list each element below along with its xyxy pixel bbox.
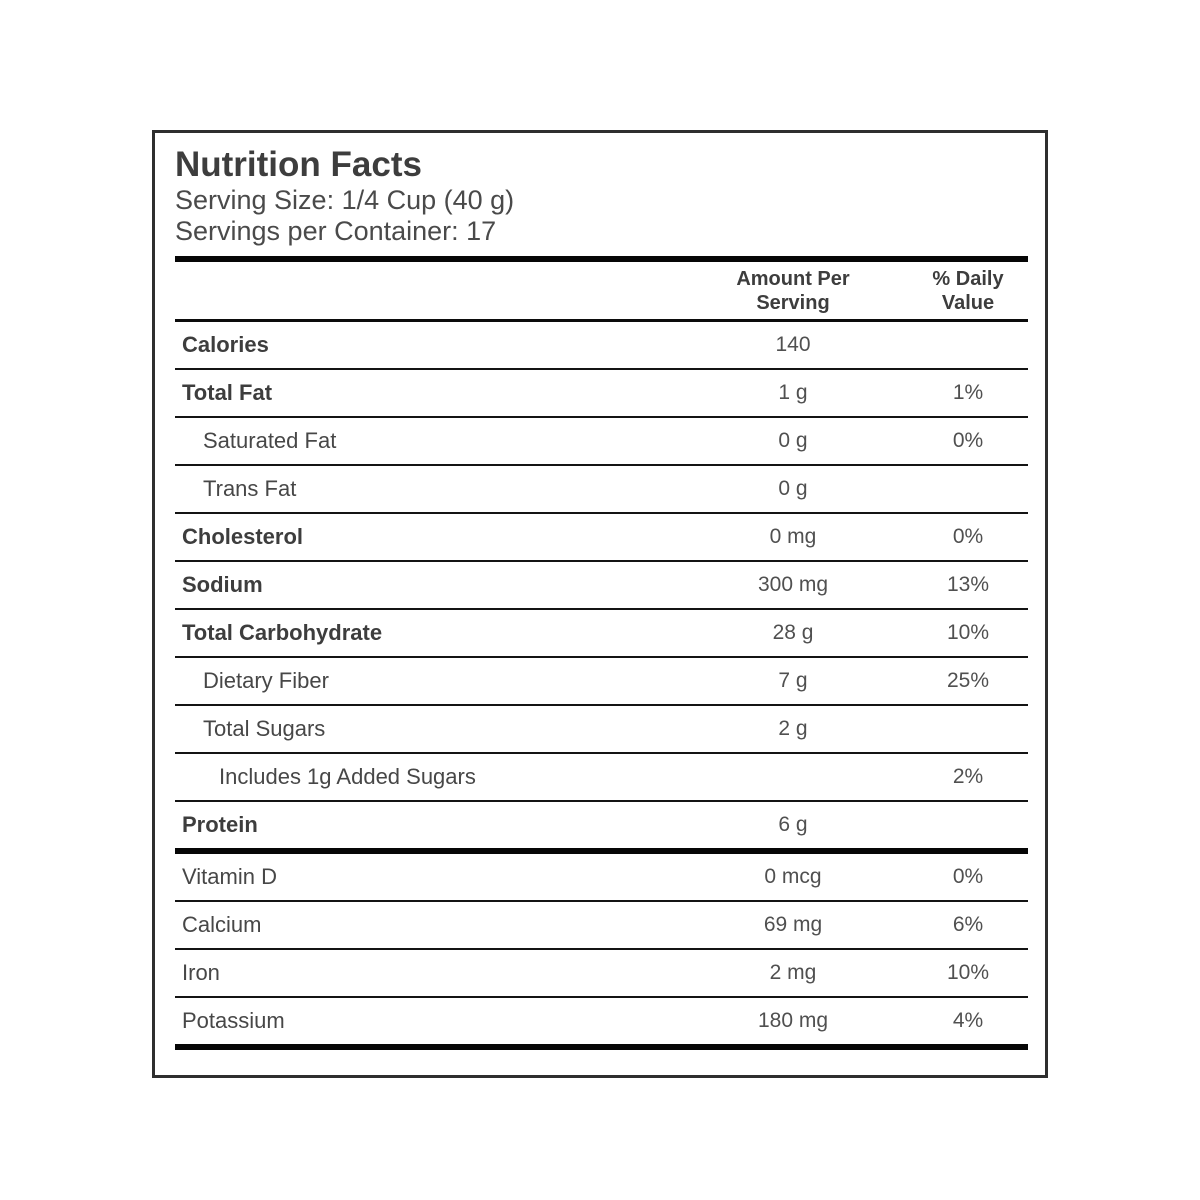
row-total-fat	[175, 370, 1028, 418]
amount-header-line2: Serving	[756, 291, 830, 314]
amount-value: 0 g	[778, 429, 808, 452]
serving-size-text: Serving Size: 1/4 Cup (40 g)	[175, 185, 515, 215]
nutrient-name: Includes 1g Added Sugars	[219, 764, 476, 789]
label-header-block	[155, 133, 1045, 247]
row-sodium	[175, 562, 1028, 610]
daily-value: 0%	[952, 865, 984, 888]
amount-value: 0 mcg	[764, 865, 822, 888]
dv-header-line1: % Daily	[932, 267, 1004, 290]
row-vitamin-d	[175, 854, 1028, 902]
row-total-sugars	[175, 706, 1028, 754]
nutrient-name: Vitamin D	[182, 864, 277, 889]
daily-value-header	[908, 267, 1028, 315]
row-calcium	[175, 902, 1028, 950]
nutrition-table	[175, 256, 1028, 1050]
amount-value: 180 mg	[757, 1009, 829, 1032]
amount-value: 140	[775, 333, 811, 356]
row-saturated-fat	[175, 418, 1028, 466]
row-dietary-fiber	[175, 658, 1028, 706]
amount-value: 1 g	[778, 381, 808, 404]
column-header-row	[175, 262, 1028, 322]
nutrition-facts-label	[152, 130, 1048, 1078]
daily-value: 10%	[946, 961, 990, 984]
daily-value: 10%	[946, 621, 990, 644]
nutrient-name: Total Carbohydrate	[182, 620, 383, 645]
row-cholesterol	[175, 514, 1028, 562]
amount-value: 0 mg	[769, 525, 817, 548]
amount-value: 69 mg	[763, 913, 823, 936]
row-iron	[175, 950, 1028, 998]
nutrient-name: Saturated Fat	[203, 428, 337, 453]
nutrient-name: Trans Fat	[203, 476, 297, 501]
servings-per-container-text: Servings per Container: 17	[175, 216, 497, 246]
amount-header-line1: Amount Per	[736, 267, 850, 290]
nutrient-name: Iron	[182, 960, 220, 985]
amount-value: 2 g	[778, 717, 808, 740]
row-total-carbohydrate	[175, 610, 1028, 658]
daily-value: 25%	[946, 669, 990, 692]
row-calories	[175, 322, 1028, 370]
amount-value: 28 g	[772, 621, 814, 644]
amount-value: 2 mg	[769, 961, 817, 984]
nutrient-name: Cholesterol	[182, 524, 304, 549]
daily-value: 2%	[952, 765, 984, 788]
amount-value: 6 g	[778, 813, 808, 836]
label-title: Nutrition Facts	[175, 145, 422, 184]
dv-header-line2: Value	[941, 291, 995, 314]
nutrient-name: Protein	[182, 812, 258, 837]
nutrient-name: Potassium	[182, 1008, 285, 1033]
amount-value: 7 g	[778, 669, 808, 692]
amount-value: 300 mg	[757, 573, 829, 596]
amount-per-serving-header	[678, 267, 908, 315]
daily-value: 6%	[952, 913, 984, 936]
nutrient-name: Total Sugars	[203, 716, 326, 741]
daily-value: 4%	[952, 1009, 984, 1032]
row-trans-fat	[175, 466, 1028, 514]
row-potassium	[175, 998, 1028, 1050]
row-protein	[175, 802, 1028, 854]
nutrient-name: Dietary Fiber	[203, 668, 329, 693]
daily-value: 13%	[946, 573, 990, 596]
daily-value: 1%	[952, 381, 984, 404]
daily-value: 0%	[952, 525, 984, 548]
daily-value: 0%	[952, 429, 984, 452]
row-added-sugars	[175, 754, 1028, 802]
nutrient-name: Total Fat	[182, 380, 273, 405]
amount-value: 0 g	[778, 477, 808, 500]
nutrient-name: Sodium	[182, 572, 263, 597]
nutrient-name: Calories	[182, 332, 269, 357]
nutrient-name: Calcium	[182, 912, 262, 937]
